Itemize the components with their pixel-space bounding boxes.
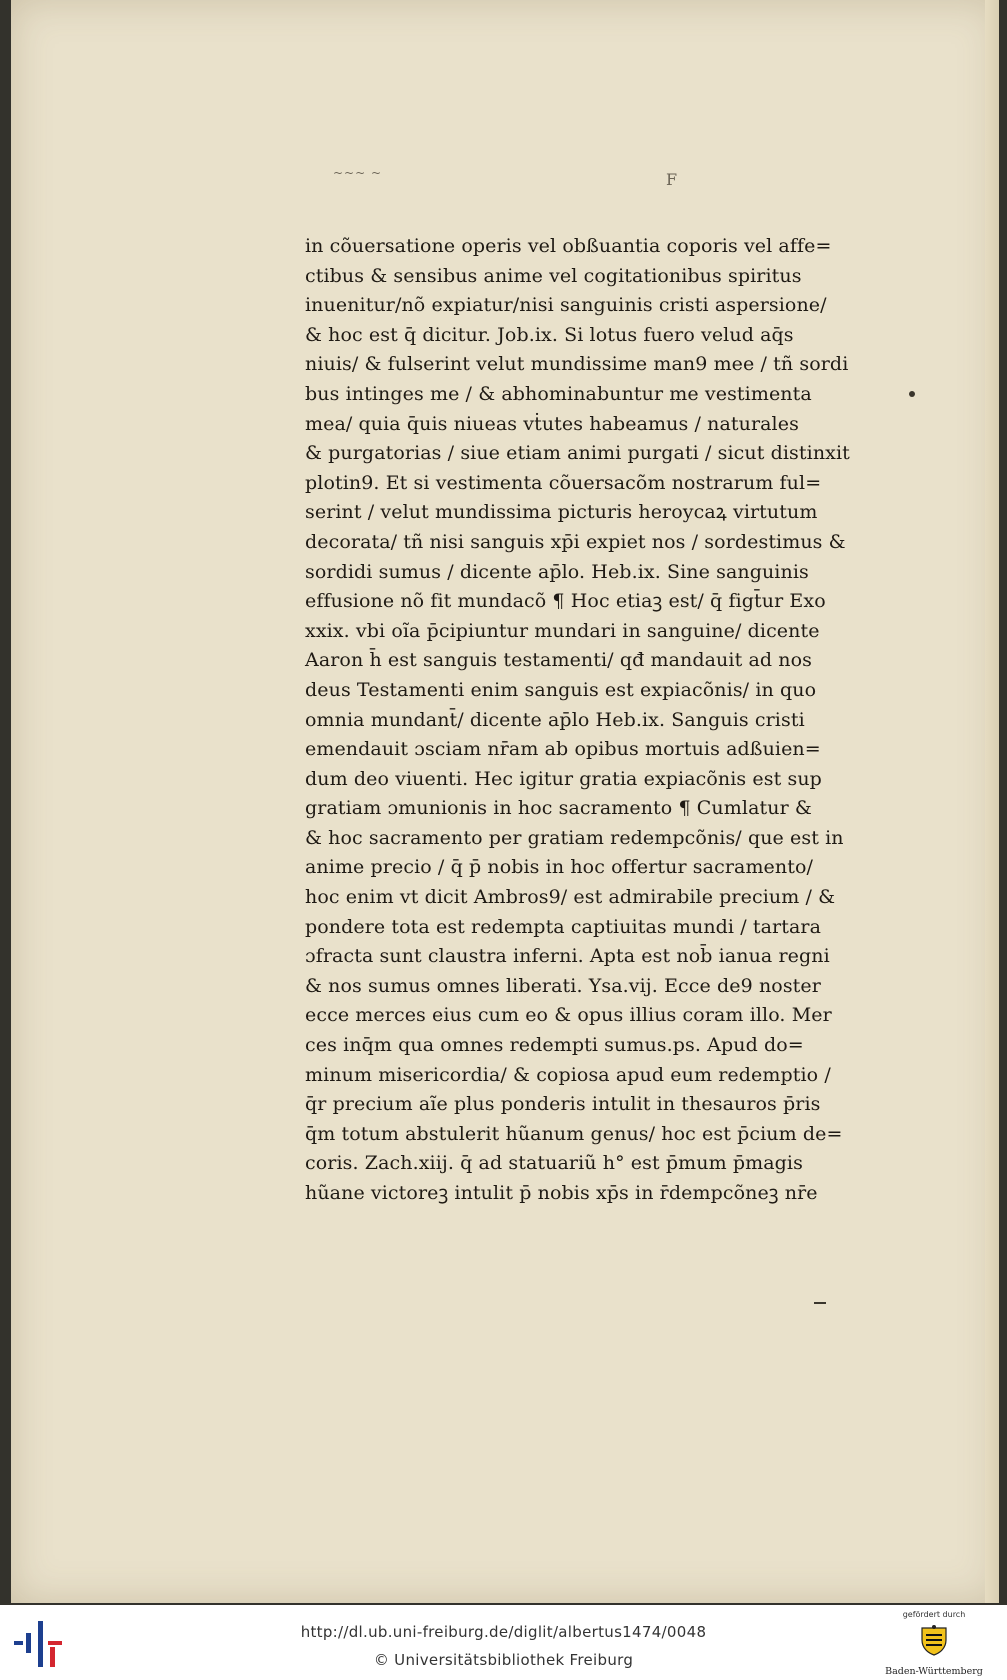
text-line: dum deo viuenti. Hec igitur gratia expiacõnis est sup bbox=[305, 767, 822, 790]
margin-dot bbox=[909, 391, 915, 397]
copyright-text: © Universitätsbibliothek Freiburg bbox=[373, 1651, 634, 1669]
text-line: decorata/ tñ nisi sanguis xp̄i expiet nos / sordestimus & bbox=[305, 530, 846, 553]
text-line: xxix. vbi oĩa p̄cipiuntur mundari in sanguine/ dicente bbox=[305, 619, 820, 642]
text-line: coris. Zach.xiij. q̄ ad statuariũ h° est p̄mum p̄magis bbox=[305, 1152, 803, 1175]
text-line: niuis/ & fulserint velut mundissime man9 mee / tñ sordi bbox=[305, 353, 849, 376]
text-line: anime precio / q̄ p̄ nobis in hoc offertur sacramento/ bbox=[305, 856, 814, 879]
text-line: Aaron h̄ est sanguis testamenti/ qđ mandauit ad nos bbox=[305, 649, 812, 672]
sponsor-name: Baden-Württemberg bbox=[885, 1666, 983, 1677]
text-line: sordidi sumus / dicente ap̄lo. Heb.ix. Sine sanguinis bbox=[305, 560, 809, 583]
sponsor-badge[interactable] bbox=[872, 1608, 996, 1678]
signature-mark: ~~~ ~ bbox=[333, 166, 383, 180]
footer-bar bbox=[0, 1605, 1007, 1680]
page-edge bbox=[985, 0, 999, 1603]
text-line: ctibus & sensibus anime vel cogitationibus spiritus bbox=[305, 264, 802, 287]
text-line: inuenitur/nõ expiatur/nisi sanguinis cristi aspersione/ bbox=[305, 294, 827, 317]
text-line: mea/ quia q̄uis niueas vṫutes habeamus / naturales bbox=[305, 412, 799, 435]
permalink-url[interactable]: http://dl.ub.uni-freiburg.de/diglit/albertus1474/0048 bbox=[300, 1623, 707, 1641]
text-line: & nos sumus omnes liberati. Ysa.vij. Ecce de9 noster bbox=[305, 974, 821, 997]
text-line: hoc enim vt dicit Ambros9/ est admirabile precium / & bbox=[305, 886, 836, 909]
text-line: omnia mundant̄/ dicente ap̄lo Heb.ix. Sanguis cristi bbox=[305, 708, 805, 731]
catch-mark: F bbox=[666, 170, 678, 189]
manuscript-page bbox=[11, 0, 999, 1603]
text-line: bus intinges me / & abhominabuntur me vestimenta bbox=[305, 382, 812, 405]
sponsor-label: gefördert durch bbox=[902, 1610, 966, 1619]
text-line: deus Testamenti enim sanguis est expiacõnis/ in quo bbox=[305, 678, 817, 701]
text-line: & purgatorias / siue etiam animi purgati / sicut distinxit bbox=[305, 442, 850, 465]
text-block bbox=[305, 232, 905, 1209]
text-line: ɔfracta sunt claustra inferni. Apta est nob̄ ianua regni bbox=[305, 945, 830, 968]
text-line: pondere tota est redempta captiuitas mundi / tartara bbox=[305, 915, 822, 938]
text-line: plotin9. Et si vestimenta cõuersacõm nostrarum ful= bbox=[305, 471, 822, 494]
text-line: gratiam ɔmunionis in hoc sacramento ¶ Cumlatur & bbox=[305, 797, 812, 820]
text-line: effusione nõ fit mundacõ ¶ Hoc etiaꝫ est/ q̄ figt̄ur Exo bbox=[305, 590, 826, 613]
coat-of-arms-icon bbox=[919, 1624, 949, 1656]
text-line: serint / velut mundissima picturis heroycaꝝ virtutum bbox=[305, 501, 818, 524]
text-line: ces inq̄m qua omnes redempti sumus.ps. Apud do= bbox=[305, 1034, 804, 1057]
text-line: q̄r precium aĩe plus ponderis intulit in thesauros p̄ris bbox=[305, 1093, 821, 1116]
text-line: & hoc sacramento per gratiam redempcõnis/ que est in bbox=[305, 826, 844, 849]
text-line: emendauit ɔsciam nr̄am ab opibus mortuis adßuien= bbox=[305, 738, 821, 761]
text-line: ecce merces eius cum eo & opus illius coram illo. Mer bbox=[305, 1004, 832, 1027]
text-line: hũane victoreꝫ intulit p̄ nobis xp̄s in r̄dempcõneꝫ nr̄e bbox=[305, 1182, 818, 1204]
text-line: & hoc est q̄ dicitur. Job.ix. Si lotus fuero velud aq̄s bbox=[305, 323, 794, 346]
end-dash bbox=[814, 1302, 826, 1304]
text-line: minum misericordia/ & copiosa apud eum redemptio / bbox=[305, 1063, 831, 1086]
text-line: in cõuersatione operis vel obßuantia coporis vel affe= bbox=[305, 235, 832, 257]
text-line: q̄m totum abstulerit hũanum genus/ hoc est p̄cium de= bbox=[305, 1122, 843, 1145]
